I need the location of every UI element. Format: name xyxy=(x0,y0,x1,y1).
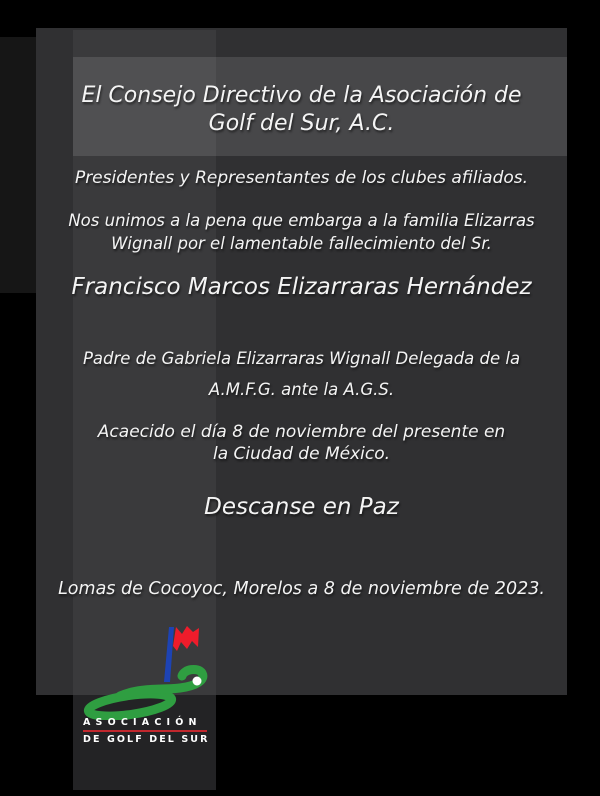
relation-line1: Padre de Gabriela Elizarraras Wignall Delegada de la xyxy=(82,349,521,368)
death-line2: la Ciudad de México. xyxy=(212,444,391,464)
condolence-line1: Nos unimos a la pena que embarga a la familia Elizarras xyxy=(68,211,535,230)
logo-org-line2: DE GOLF DEL SUR xyxy=(83,734,210,745)
logo-golf-ball xyxy=(193,677,202,686)
logo-red-rule xyxy=(83,730,207,732)
deceased-name: Francisco Marcos Elizarraras Hernández xyxy=(71,274,532,300)
logo-org-line1: ASOCIACIÓN xyxy=(83,717,202,728)
logo-flag-pole xyxy=(164,627,174,682)
relation-line2: A.M.F.G. ante la A.G.S. xyxy=(208,380,395,399)
condolence-line2: Wignall por el lamentable fallecimiento del Sr. xyxy=(111,234,492,253)
condolence-paragraph xyxy=(36,209,567,255)
golf-flag-logo-icon xyxy=(70,620,210,720)
dateline: Lomas de Cocoyoc, Morelos a 8 de noviembre de 2023. xyxy=(58,579,545,599)
farewell-line: Descanse en Paz xyxy=(204,494,399,520)
audience-line: Presidentes y Representantes de los clubes afiliados. xyxy=(74,168,529,188)
background-left-sliver xyxy=(0,37,36,293)
title xyxy=(36,82,567,138)
title-line2: Golf del Sur, A.C. xyxy=(208,111,395,136)
logo-wordmark xyxy=(70,718,220,745)
logo-red-flag xyxy=(173,626,199,651)
logo-green-swoosh xyxy=(120,669,203,696)
title-line1: El Consejo Directivo de la Asociación de xyxy=(81,83,522,108)
death-line1: Acaecido el día 8 de noviembre del presente en xyxy=(97,422,506,442)
death-notice xyxy=(36,421,567,465)
